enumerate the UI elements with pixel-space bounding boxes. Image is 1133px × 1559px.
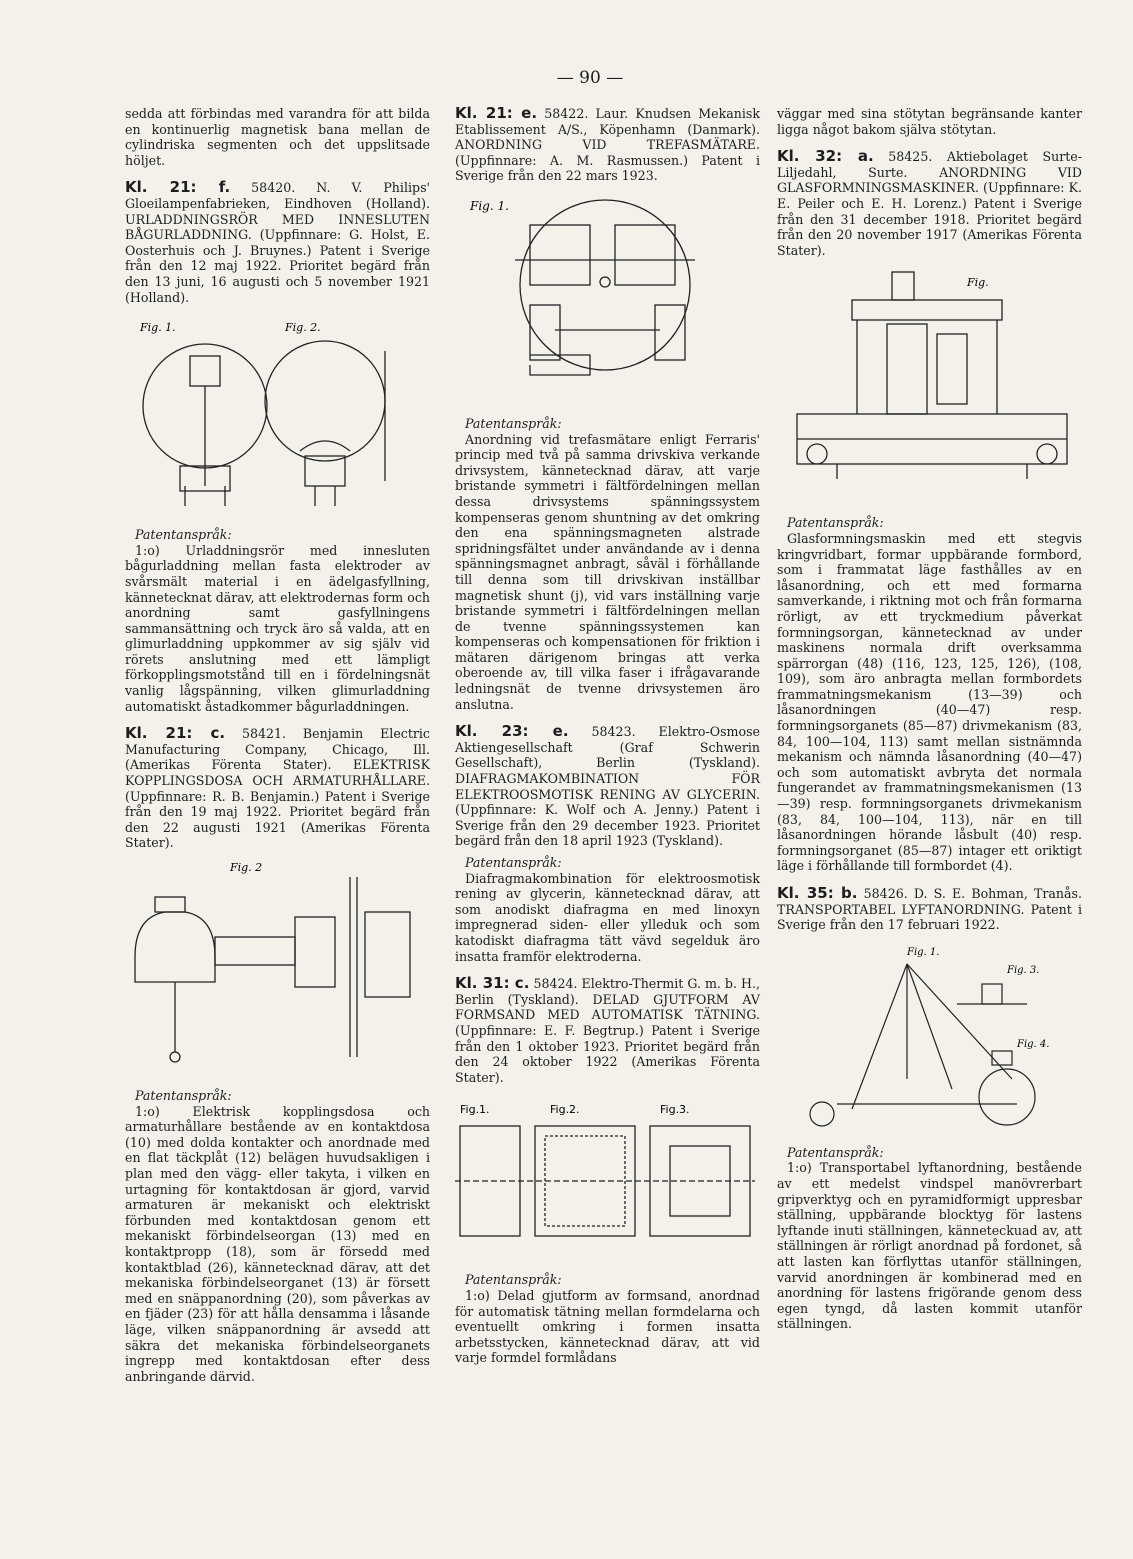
entry-58421 [125,726,430,851]
figure-58421 [125,857,430,1082]
claim-text: 1:o) Delad gjutform av formsand, anordnad för automatisk tätning mellan formdelarna och eventuellt omkring i formen insatta arbetsstycken, kännetecknad därav, att vid varje formdel formlådans [455,1287,760,1366]
claim-title: Patentanspråk: [135,527,232,543]
claim-title: Patentanspråk: [787,1144,884,1160]
mould-drawing [455,1126,755,1236]
figure-58425 [777,264,1082,509]
class-label: Kl. 21: f. [125,178,231,197]
intro-text: sedda att förbindas med varandra för att bilda en kontinuerlig magnetisk bana mellan de cylindriska segmenten och det uppslitsade höljet. [125,106,430,168]
entry-text: 58426. D. S. E. Bohman, Tranås. TRANSPORTABEL LYFTANORDNING. Patent i Sverige från den 17 februari 1922. [777,886,1082,933]
fig1-label: Fig. 1. [907,946,940,958]
fig3-label: Fig. 3. [1007,964,1040,976]
entry-58425 [777,149,1082,258]
class-label: Kl. 21: e. [455,104,538,122]
entry-58426 [777,886,1082,933]
figure-58426 [777,939,1082,1139]
fig2-label: Fig. 2. [285,321,321,335]
fig2-label: Fig.2. [550,1103,580,1117]
claim-text: Anordning vid trefasmätare enligt Ferraris' princip med två på samma drivskiva verkande drivsystem, kännetecknad därav, att varje bristande symmetri i fältfördelningen mellan dessa drivsystems spänningssystem kompenseras genom shuntning av det omkring den ena spänningsmagneten alstrade spridningsfältet under användande av i denna spänningsmagnet anbragt, såväl i förhållande till denna som till drivskivan inställbar magnetisk shunt (j), vid vars inställning varje bristande symmetri i fältfördelningen mellan de tvenne spänningssystemen kan kompenseras och kompensationen för friktion i mätaren därigenom bringas att verka oberoende av, till vilka faser i ifrågavarande ledningsnät de tvenne drivsystemen äro anslutna. [455,431,760,712]
tube-drawing-1 [143,344,267,506]
entry-58423 [455,724,760,849]
claim-text: Diafragmakombination för elektroosmotisk rening av glycerin, kännetecknad därav, att som anodiskt diafragma en med linoxyn impregnerad siden- eller ylleduk och som katodiskt diafragma tätt vävd segelduk äro insatta framför elektroderna. [455,870,760,964]
claim-title: Patentanspråk: [465,1272,562,1288]
lift-drawing [810,964,1035,1126]
entry-text: 58422. Laur. Knudsen Mekanisk Etablissement A/S., Köpenhamn (Danmark). ANORDNING VID TREFASMÄTARE. (Uppfinnare: A. M. Rasmussen.) Patent i Sverige från den 22 mars 1923. [455,106,760,184]
entry-58424 [455,976,760,1085]
claim-title: Patentanspråk: [135,1088,232,1103]
fixture-drawing [135,877,410,1062]
entry-58422 [455,106,760,184]
meter-drawing [515,200,695,375]
page-number: — 90 — [556,68,624,88]
claim-text: 1:o) Elektrisk kopplingsdosa och armaturhållare bestående av en kontaktdosa (10) med dolda kontakter och anordnade med en flat täckplåt (12) belägen huvudsakligen i plan med den vägg- eller takyta, i vilken en urtagning för kontaktdosan är gjord, varvid armaturen är mekaniskt och elektriskt förbunden med kontaktdosan genom ett mekaniskt förbindelseorgan (13) med en kontaktpropp (18), som är försedd med kontaktblad (26), kännetecknad därav, att det mekaniska förbindelseorganet (13) är försett med en snäppanordning (20), som påverkas av en fjäder (23) för att hålla densamma i låsande läge, vilken snäppanordning är avsedd att säkra det mekaniska förbindelseorganets ingrepp med kontaktdosan efter dess anbringande därvid. [125,1103,430,1384]
class-label: Kl. 32: a. [777,147,874,166]
class-label: Kl. 21: c. [125,724,226,743]
fig-label: Fig. 1. [470,198,509,213]
figure-58420 [125,311,430,521]
fig1-label: Fig. 1. [140,321,176,335]
entry-text: 58425. Aktiebolaget Surte-Liljedahl, Surte. ANORDNING VID GLASFORMNINGSMASKINER. (Uppfinnare: K. E. Peiler och E. H. Lorenz.) Patent i Sverige från den 31 december 1918. Prioritet begärd från den 20 november 1917 (Amerikas Förenta Stater). [777,149,1082,258]
entry-text: 58420. N. V. Philips' Gloeilampenfabrieken, Eindhoven (Holland). URLADDNINGSRÖR MED INNESLUTEN BÅGURLADDNING. (Uppfinnare: G. Holst, E. Oosterhuis och J. Bruynes.) Patent i Sverige från den 12 maj 1922. Prioritet begärd från den 13 juni, 16 augusti och 5 november 1921 (Holland). [125,180,430,305]
class-label: Kl. 35: b. [777,884,858,902]
claim-title: Patentanspråk: [465,415,562,431]
claim-title: Patentanspråk: [465,855,562,870]
entry-58420 [125,180,430,305]
fig4-label: Fig. 4. [1017,1038,1050,1050]
claim-text: 1:o) Transportabel lyftanordning, bestående av ett medelst vindspel manövrerbart gripverktyg och en pyramidformigt uppresbar ställning, uppbärande blocktyg för lastens lyftande inuti ställningen, känneteckuad av, att ställningen är rörligt anordnad på fordonet, så att lasten kan förflyttas utanför ställningen, varvid anordningen är kombinerad med en anordning för lastens frigörande genom dess egen tyngd, då lasten kommit utanför ställningen. [777,1160,1082,1332]
continuation-text: väggar med sina stötytan begränsande kanter ligga något bakom själva stötytan. [777,106,1082,137]
entry-text: 58424. Elektro-Thermit G. m. b. H., Berlin (Tyskland). DELAD GJUTFORM AV FORMSAND MED AUTOMATISK TÄTNING. (Uppfinnare: E. F. Begtrup.) Patent i Sverige från den 1 oktober 1923. Prioritet begärd från den 24 oktober 1922 (Amerikas Förenta Stater). [455,976,760,1085]
fig-label: Fig. [967,276,989,290]
entry-text: 58421. Benjamin Electric Manufacturing Company, Chicago, Ill. (Amerikas Förenta Stater). ELEKTRISK KOPPLINGSDOSA OCH ARMATURHÅLLARE. (Uppfinnare: R. B. Benjamin.) Patent i Sverige från den 19 maj 1922. Prioritet begärd från den 22 augusti 1921 (Amerikas Förenta Stater). [125,726,430,851]
tube-drawing-2 [265,341,385,506]
fig1-label: Fig.1. [460,1103,490,1117]
entry-text: 58423. Elektro-Osmose Aktiengesellschaft (Graf Schwerin Gesellschaft), Berlin (Tyskland). DIAFRAGMAKOMBINATION FÖR ELEKTROOSMOTISK RENING AV GLYCERIN. (Uppfinnare: K. Wolf och A. Jenny.) Patent i Sverige från den 29 december 1923. Prioritet begärd från den 18 april 1923 (Tyskland). [455,724,760,849]
claim-text: 1:o) Urladdningsrör med innesluten bågurladdning mellan fasta elektroder av svårsmält material i en ädelgasfyllning, kännetecknat därav, att elektrodernas form och anordning samt gasfyllningens sammansättning och tryck äro så valda, att en glimurladdning uppkommer av sig själv vid rörets anslutning med ett lämpligt förkopplingsmotstånd till en i fördelningsnät vanlig lågspänning, vilken glimurladdning automatiskt åstadkommer bågurladdningen. [125,542,430,714]
figure-58424 [455,1091,760,1266]
claim-text: Glasformningsmaskin med ett stegvis kringvridbart, formar uppbärande formbord, som i frammatat läge fasthålles av en låsanordning, och ett med formarna samverkande, i riktning mot och från formarna rörligt, av ett tryckmedium påverkat formningsorgan, kännetecknad av under maskinens normala drift overksamma spärrorgan (48) (116, 123, 125, 126), (108, 109), som äro anbragta mellan formbordets frammatningsmekanism (13—39) och låsanordningen (40—47) resp. formningsorganets (85—87) drivmekanism (83, 84, 100—104, 113) samt mellan sistnämnda mekanism och nämnda låsanordning (40—47) och som automatiskt avbryta det normala fungerandet av frammatningsmekanismen (13—39) resp. formningsorganets drivmekanism (83, 84, 100—104, 113), när en till låsanordningen hörande låsbult (40) resp. formningsorganet (85—87) intager ett oriktigt läge i förhållande till formbordet (4). [777,530,1082,874]
column-2 [455,106,760,1366]
machine-drawing [797,272,1067,479]
fig-label: Fig. 2 [230,861,263,874]
column-3 [777,106,1082,1332]
class-label: Kl. 23: e. [455,722,569,741]
figure-58422 [455,190,760,410]
class-label: Kl. 31: c. [455,974,530,993]
fig3-label: Fig.3. [660,1103,690,1117]
claim-title: Patentanspråk: [787,515,884,531]
column-1 [125,106,430,1384]
